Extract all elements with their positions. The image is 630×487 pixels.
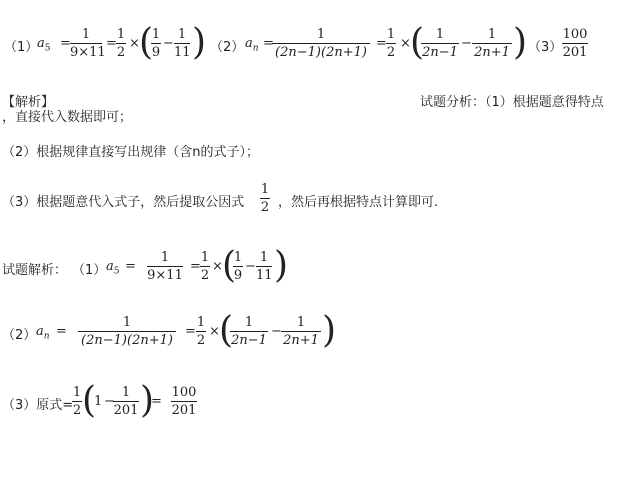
fraction-1-over-product: 1 (2n−1)(2n+1) (272, 27, 370, 60)
fraction-1-over-product: 1 (2n−1)(2n+1) (78, 315, 176, 348)
left-paren: ( (219, 310, 234, 351)
equals-sign: = (376, 36, 387, 51)
equals-sign: = (190, 259, 201, 274)
part-1-label: （1） (4, 40, 39, 55)
analysis-line-1: ，直接代入数据即可； (2, 110, 133, 125)
left-paren: ( (82, 380, 97, 421)
fraction-1-over-2n-1: 1 2n−1 (231, 315, 267, 348)
an-symbol: $a_n$ (36, 324, 50, 342)
fraction-1-over-2n-1: 1 2n−1 (422, 27, 458, 60)
fraction-1-over-2n+1: 1 2n+1 (281, 315, 321, 348)
times-sign: × (400, 36, 411, 51)
fraction-1-9: 1 9 (151, 27, 161, 60)
equals-sign: = (60, 36, 71, 51)
one-value: 1 (94, 394, 103, 409)
fraction-1-11: 1 11 (174, 27, 191, 60)
fraction-1-9x11: 1 9×11 (70, 27, 106, 60)
fraction-1-over-2n+1: 1 2n+1 (472, 27, 512, 60)
a5-symbol: $a_5$ (37, 36, 51, 54)
part-2-label: （2） (210, 40, 245, 55)
right-paren: ) (274, 245, 289, 286)
analysis-line-2: （2）根据规律直接写出规律（含n的式子）； (2, 145, 260, 160)
an-symbol: $a_n$ (245, 36, 259, 54)
solution-part-3: （3）原式= (2, 398, 74, 413)
times-sign: × (129, 36, 140, 51)
equals-sign: = (263, 36, 274, 51)
a5-symbol: $a_5$ (106, 259, 120, 277)
equals-sign: = (185, 324, 196, 339)
times-sign: × (212, 259, 223, 274)
equals-sign: = (125, 259, 136, 274)
minus-sign: − (245, 259, 256, 274)
fraction-half: 1 2 (386, 27, 396, 60)
part-3-label: （3） (528, 40, 563, 55)
minus-sign: − (163, 36, 174, 51)
fraction-half: 1 2 (196, 315, 206, 348)
equals-sign: = (151, 394, 162, 409)
fraction-1-201: 1 201 (113, 385, 139, 418)
fraction-half: 1 2 (116, 27, 126, 60)
solution-part-1: （1） (72, 263, 107, 278)
analysis-line-3b: ，然后再根据特点计算即可. (278, 195, 439, 210)
equals-sign: = (56, 324, 67, 339)
minus-sign: − (104, 394, 115, 409)
fraction-half: 1 2 (72, 385, 82, 418)
solution-label: 试题解析： (2, 263, 68, 278)
equals-sign: = (106, 36, 117, 51)
minus-sign: − (461, 36, 472, 51)
times-sign: × (209, 324, 220, 339)
analysis-intro: 试题分析：（1）根据题意得特点 (420, 95, 604, 110)
analysis-line-3a: （3）根据题意代入式子，然后提取公因式 (2, 195, 245, 210)
fraction-1-9x11: 1 9×11 (147, 250, 183, 283)
left-paren: ( (222, 245, 237, 286)
fraction-100-201: 100 201 (562, 27, 588, 60)
right-paren: ) (192, 22, 207, 63)
left-paren: ( (139, 22, 154, 63)
solution-part-2: （2） (2, 328, 37, 343)
minus-sign: − (271, 324, 282, 339)
fraction-100-201: 100 201 (171, 385, 197, 418)
fraction-half: 1 2 (200, 250, 210, 283)
right-paren: ) (140, 380, 155, 421)
fraction-half: 1 2 (260, 182, 270, 215)
fraction-1-11: 1 11 (256, 250, 273, 283)
analysis-header: 【解析】 (2, 95, 55, 110)
right-paren: ) (513, 22, 528, 63)
left-paren: ( (410, 22, 425, 63)
right-paren: ) (322, 310, 337, 351)
fraction-1-9: 1 9 (233, 250, 243, 283)
